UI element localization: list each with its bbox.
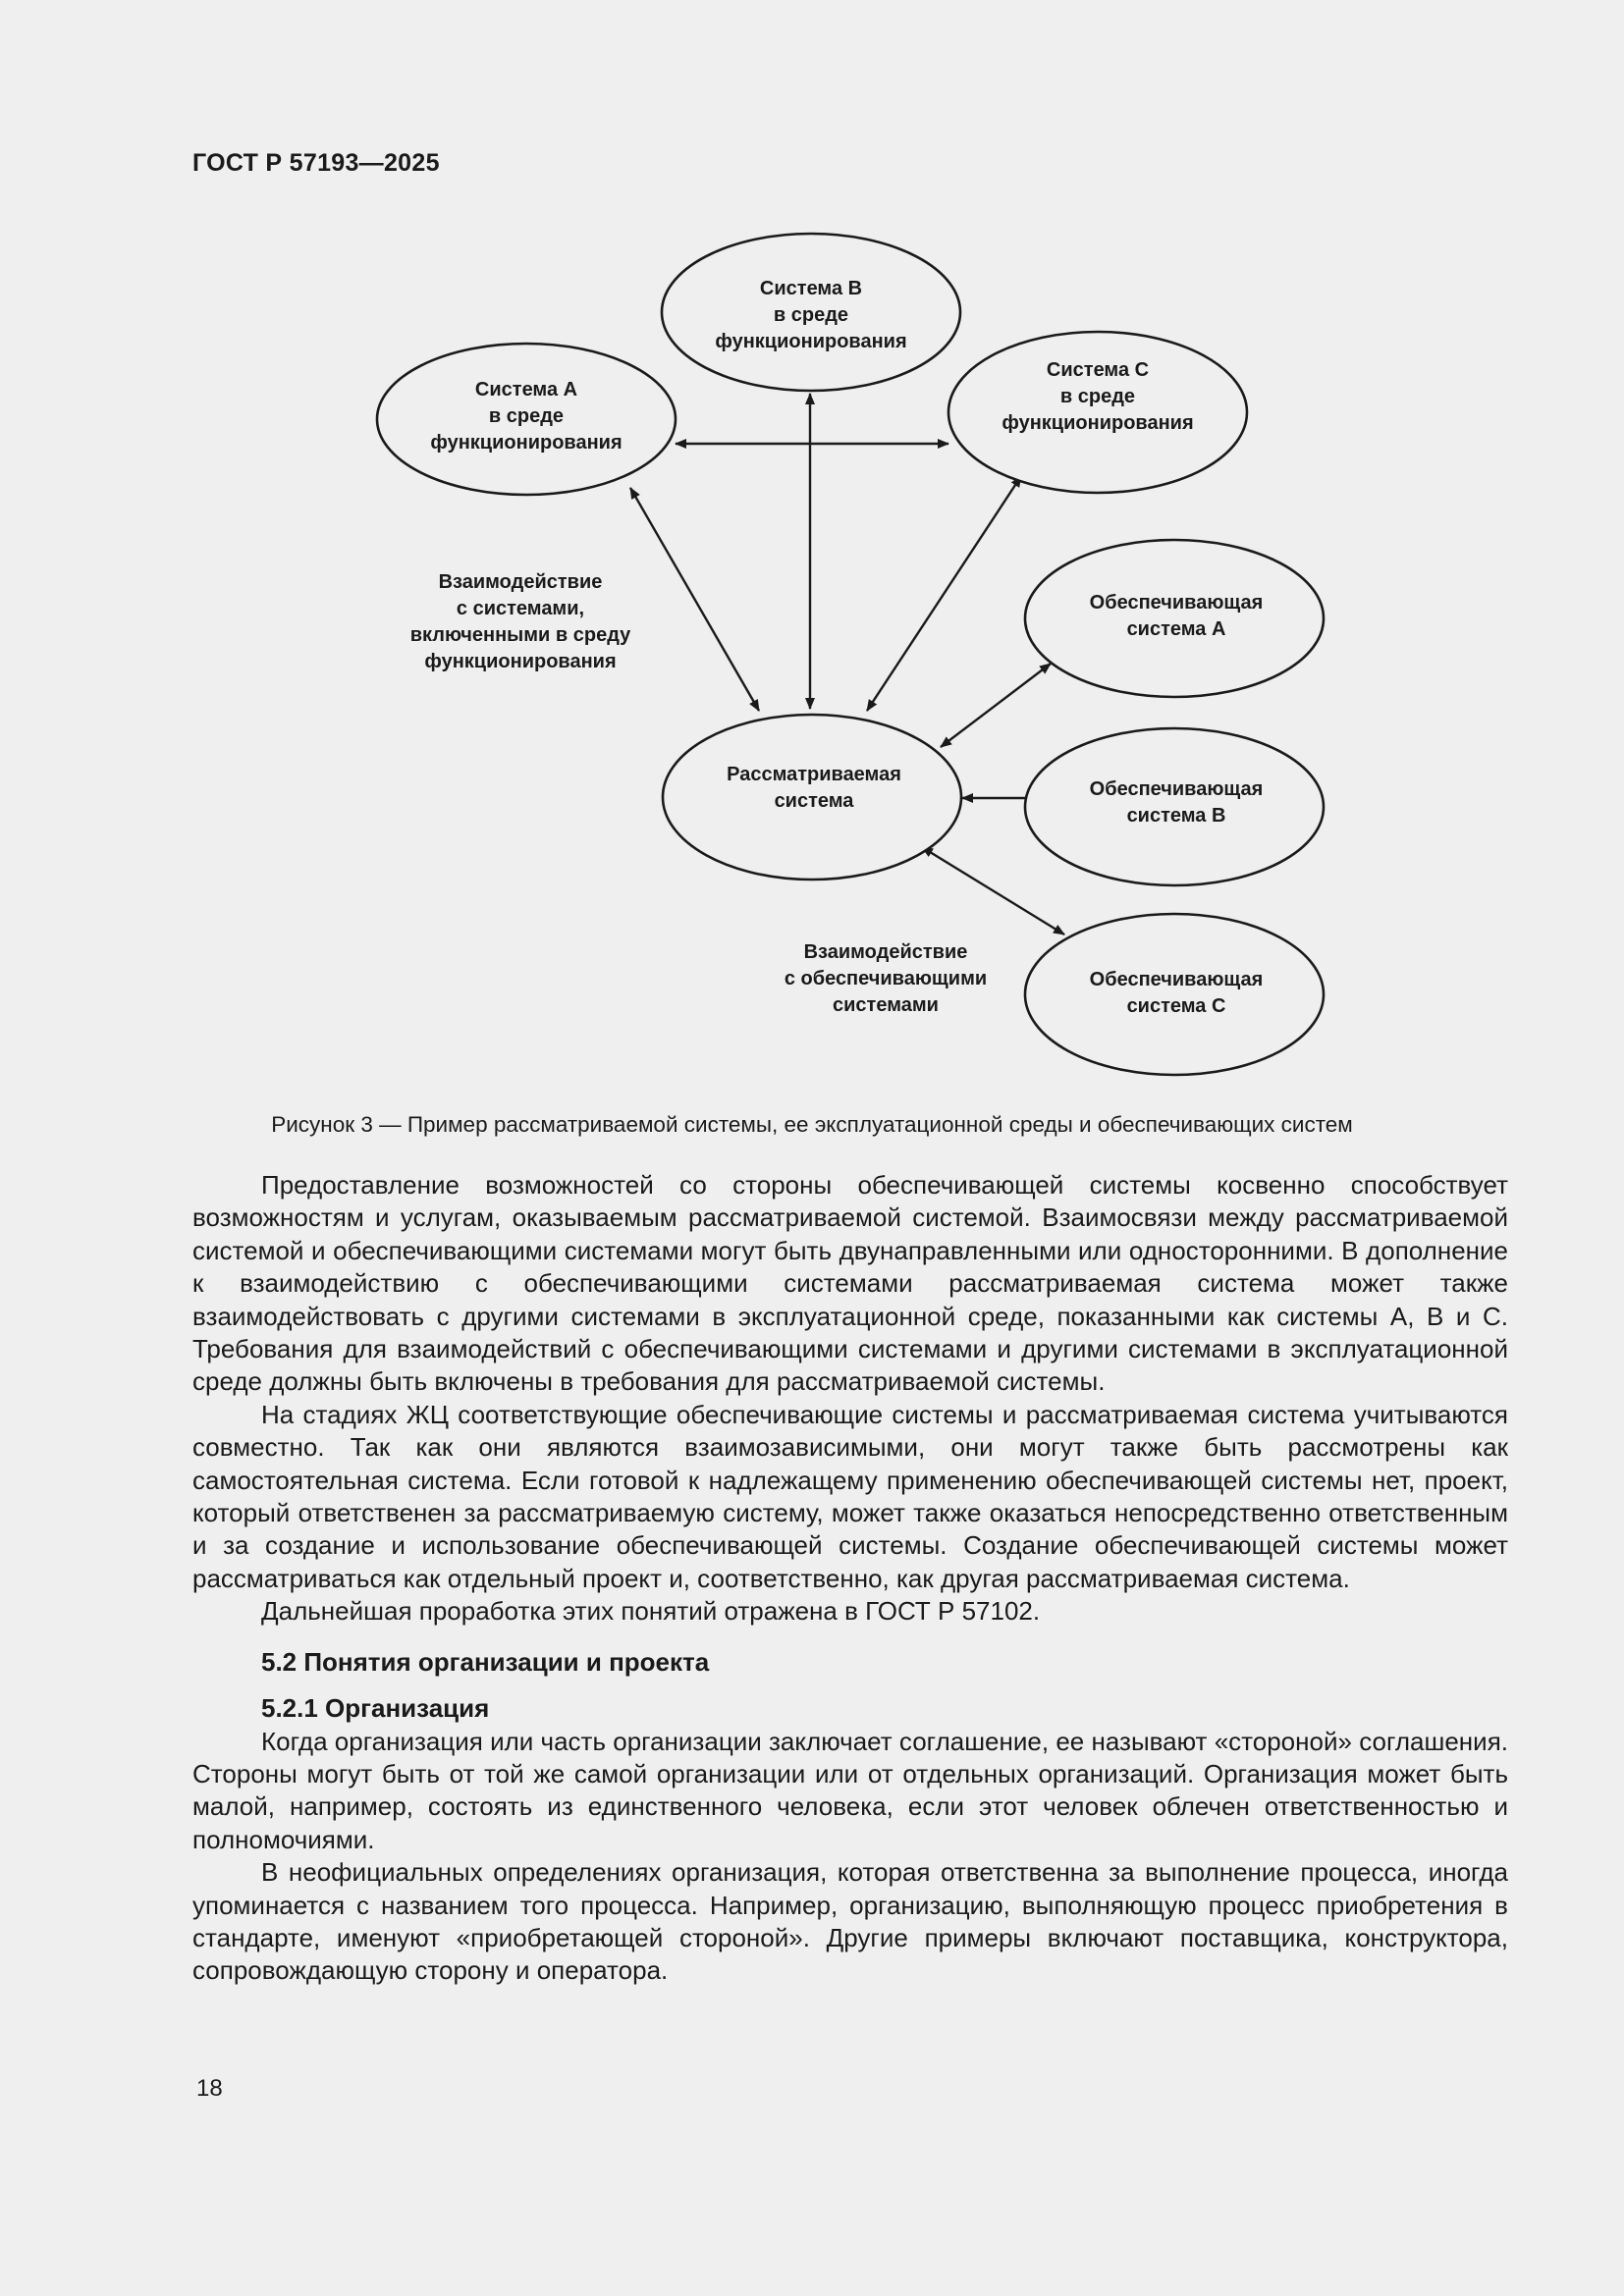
page-number: 18: [196, 2075, 223, 2102]
arrow-ea-soi: [941, 664, 1051, 747]
paragraph: В неофициальных определениях организация, которая ответственна за выполнение процесса, иногда упоминается с названием того процесса. Например, организацию, выполняющую процесс приобретения в стандарте, именуют «приобретающей стороной». Другие примеры включают поставщика, конструктора, сопровождающую сторону и оператора.: [192, 1857, 1508, 1986]
paragraph: Дальнейшая проработка этих понятий отражена в ГОСТ Р 57102.: [261, 1596, 1041, 1627]
enabling-system-b-label: Обеспечивающая система В: [1089, 778, 1264, 827]
system-context-diagram: [0, 0, 1624, 1099]
system-c-label: Система С в среде функционирования: [1001, 359, 1194, 434]
arrow-c-soi: [867, 476, 1021, 711]
paragraph: На стадиях ЖЦ соответствующие обеспечивающие системы и рассматриваемая система учитываются совместно. Так как они являются взаимозависимыми, они могут также быть рассмотрены как самостоятельная система. Если готовой к надлежащему применению обеспечивающей системы нет, проект, который ответственен за рассматриваемую систему, может также оказаться непосредственно ответственным и за создание и использование обеспечивающей системы. Создание обеспечивающей системы может рассматриваться как отдельный проект и, соответственно, как другая рассматриваемая система.: [192, 1399, 1508, 1593]
environment-interaction-label: Взаимодействие с системами, включенными в среду функционирования: [409, 571, 631, 672]
paragraph: Когда организация или часть организации заключает соглашение, ее называют «стороной» соглашения. Стороны могут быть от той же самой организации или от отдельных организаций. Организация может быть малой, например, состоять из единственного человека, если этот человек облечен ответственностью и полномочиями.: [192, 1726, 1508, 1854]
section-heading-5-2: 5.2 Понятия организации и проекта: [261, 1646, 710, 1677]
enabling-system-c-label: Обеспечивающая система С: [1089, 969, 1264, 1017]
system-a-label: Система А в среде функционирования: [430, 379, 623, 454]
enabling-system-c-node: [1025, 914, 1324, 1075]
document-header: ГОСТ Р 57193—2025: [192, 149, 440, 177]
enabling-interaction-label: Взаимодействие с обеспечивающими системами: [784, 941, 988, 1016]
paragraph: Предоставление возможностей со стороны обеспечивающей системы косвенно способствует возможностям и услугам, оказываемым рассматриваемой системой. Взаимосвязи между рассматриваемой системой и обеспечивающими системами могут быть двунаправленными или односторонними. В дополнение к взаимодействию с обеспечивающими системами рассматриваемая система может также взаимодействовать с другими системами в эксплуатационной среде, показанными как системы А, В и С. Требования для взаимодействий с обеспечивающими системами и другими системами в эксплуатационной среде должны быть включены в требования для рассматриваемой системы.: [192, 1170, 1508, 1397]
section-heading-5-2-1: 5.2.1 Организация: [261, 1693, 490, 1724]
arrow-ec-soi: [922, 847, 1064, 934]
enabling-system-a-label: Обеспечивающая система А: [1089, 592, 1264, 640]
figure-caption: Рисунок 3 — Пример рассматриваемой системы, ее эксплуатационной среды и обеспечивающих систем: [271, 1112, 1353, 1137]
body-text: [192, 1169, 1508, 1988]
system-of-interest-label: Рассматриваемая система: [727, 764, 901, 812]
system-b-label: Система В в среде функционирования: [715, 278, 907, 352]
arrow-a-soi: [630, 488, 759, 711]
